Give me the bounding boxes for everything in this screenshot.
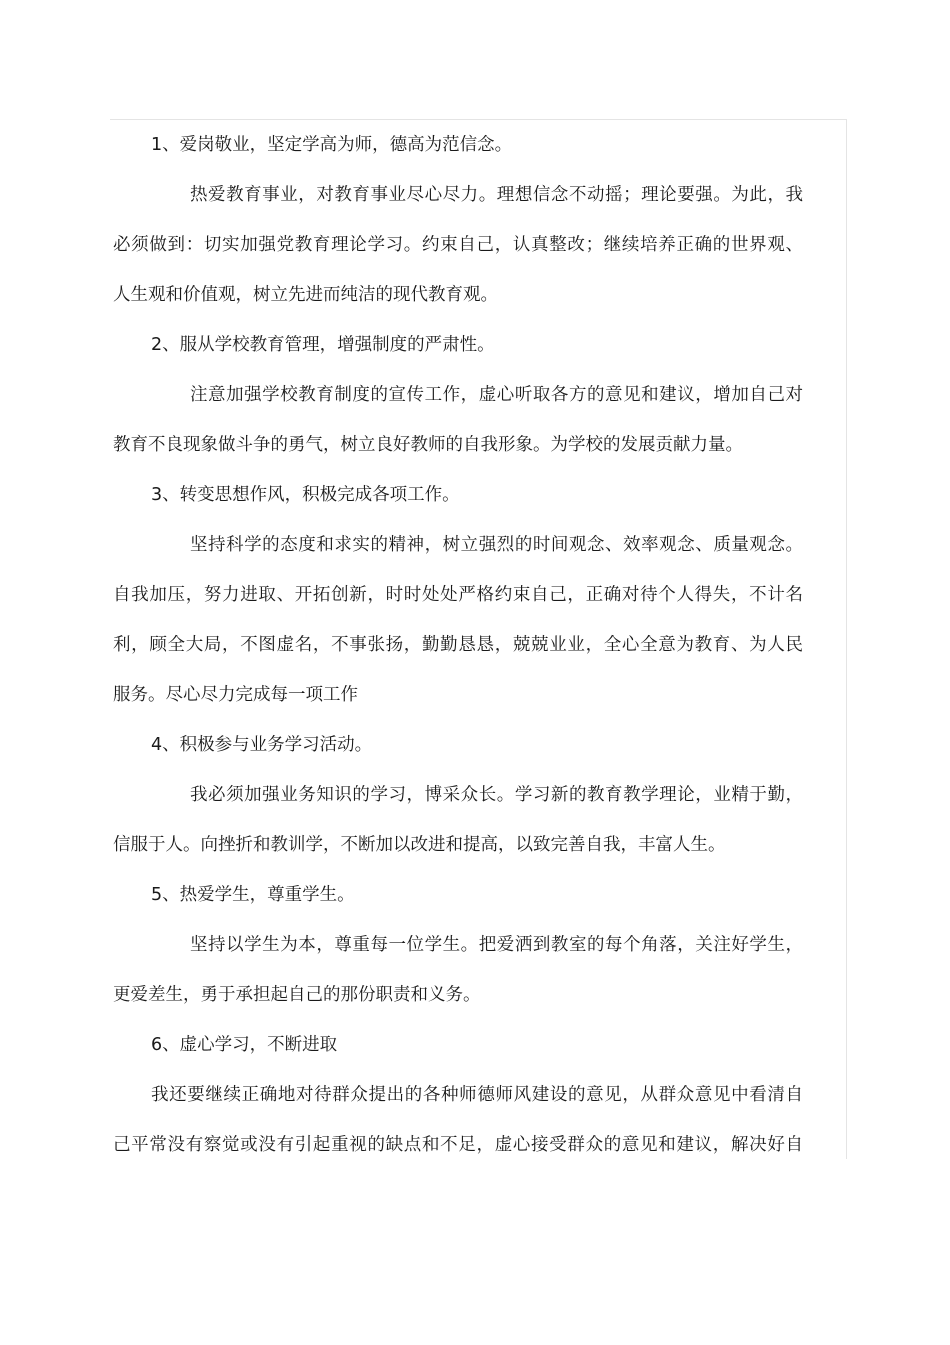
paragraph-line: 自我加压，努力进取、开拓创新，时时处处严格约束自己，正确对待个人得失，不计名 [113, 585, 803, 605]
paragraph-line: 坚持以学生为本，尊重每一位学生。把爱洒到教室的每个角落，关注好学生， [190, 935, 803, 955]
paragraph-line: 更爱差生，勇于承担起自己的那份职责和义务。 [113, 985, 481, 1005]
paragraph-line: 利，顾全大局，不图虚名，不事张扬，勤勤恳恳，兢兢业业，全心全意为教育、为人民 [113, 635, 803, 655]
paragraph-line: 热爱教育事业，对教育事业尽心尽力。理想信念不动摇；理论要强。为此，我 [190, 185, 803, 205]
paragraph-line: 我还要继续正确地对待群众提出的各种师德师风建设的意见，从群众意见中看清自 [151, 1085, 803, 1105]
paragraph-line: 坚持科学的态度和求实的精神，树立强烈的时间观念、效率观念、质量观念。 [190, 535, 803, 555]
heading-1: 1、爱岗敬业，坚定学高为师，德高为范信念。 [151, 135, 513, 155]
document-body [113, 120, 803, 1170]
paragraph-line: 必须做到：切实加强党教育理论学习。约束自己，认真整改；继续培养正确的世界观、 [113, 235, 803, 255]
paragraph-line: 教育不良现象做斗争的勇气，树立良好教师的自我形象。为学校的发展贡献力量。 [113, 435, 743, 455]
paragraph-line: 信服于人。向挫折和教训学，不断加以改进和提高，以致完善自我，丰富人生。 [113, 835, 726, 855]
heading-3: 3、转变思想作风，积极完成各项工作。 [151, 485, 460, 505]
paragraph-line: 我必须加强业务知识的学习，博采众长。学习新的教育教学理论，业精于勤， [190, 785, 803, 805]
paragraph-line: 己平常没有察觉或没有引起重视的缺点和不足，虚心接受群众的意见和建议，解决好自 [113, 1135, 803, 1155]
heading-6: 6、虚心学习，不断进取 [151, 1035, 338, 1055]
paragraph-line: 人生观和价值观，树立先进而纯洁的现代教育观。 [113, 285, 498, 305]
paragraph-line: 服务。尽心尽力完成每一项工作 [113, 685, 358, 705]
heading-4: 4、积极参与业务学习活动。 [151, 735, 373, 755]
heading-5: 5、热爱学生，尊重学生。 [151, 885, 355, 905]
paragraph-line: 注意加强学校教育制度的宣传工作，虚心听取各方的意见和建议，增加自己对 [190, 385, 803, 405]
heading-2: 2、服从学校教育管理，增强制度的严肃性。 [151, 335, 495, 355]
